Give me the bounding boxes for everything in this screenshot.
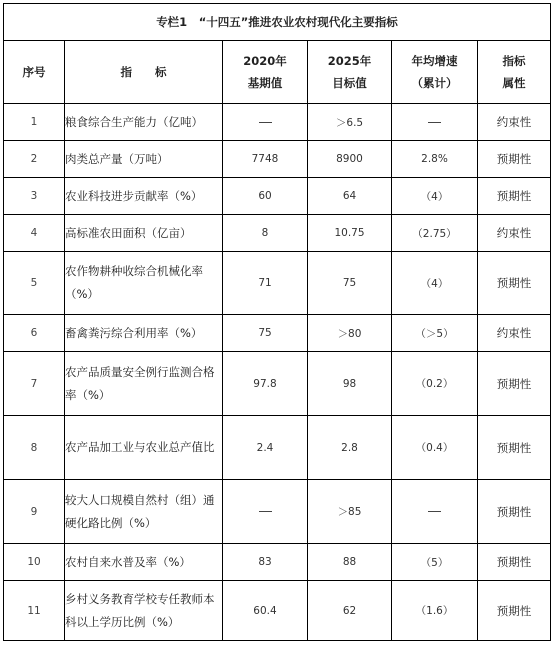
row-base-value <box>223 480 308 544</box>
header-target-label: 目标值 <box>332 76 367 90</box>
row-attribute: 约束性 <box>478 104 551 141</box>
row-target-value: 75 <box>308 252 392 315</box>
row-attribute: 预期性 <box>478 252 551 315</box>
row-base-value: 8 <box>223 215 308 252</box>
header-attribute-line1: 指标 <box>502 54 526 68</box>
row-base-value: 71 <box>223 252 308 315</box>
row-growth: （2.75） <box>392 215 478 252</box>
header-row <box>4 41 551 104</box>
header-attribute <box>478 41 551 104</box>
table-row <box>4 544 551 581</box>
row-target-value: ＞80 <box>308 315 392 352</box>
row-attribute: 预期性 <box>478 544 551 581</box>
header-target-value <box>308 41 392 104</box>
row-indicator-name: 农产品质量安全例行监测合格率（%） <box>65 352 223 416</box>
table-row <box>4 480 551 544</box>
header-indicator: 指 标 <box>65 41 223 104</box>
row-target-value: 62 <box>308 581 392 641</box>
dash-mark <box>428 511 441 512</box>
row-base-value: 2.4 <box>223 416 308 480</box>
row-indicator-name: 农作物耕种收综合机械化率（%） <box>65 252 223 315</box>
row-seq: 11 <box>4 581 65 641</box>
row-indicator-name: 较大人口规模自然村（组）通硬化路比例（%） <box>65 480 223 544</box>
row-target-value: 2.8 <box>308 416 392 480</box>
header-target-year: 2025年 <box>327 54 372 68</box>
table-row <box>4 581 551 641</box>
row-attribute: 预期性 <box>478 480 551 544</box>
row-base-value: 75 <box>223 315 308 352</box>
row-growth: （5） <box>392 544 478 581</box>
row-base-value: 60.4 <box>223 581 308 641</box>
header-base-label: 基期值 <box>247 76 283 90</box>
row-attribute: 约束性 <box>478 315 551 352</box>
row-growth: （4） <box>392 252 478 315</box>
row-growth <box>392 480 478 544</box>
row-indicator-name: 农业科技进步贡献率（%） <box>65 178 223 215</box>
header-growth-line2: （累计） <box>411 76 458 90</box>
header-growth <box>392 41 478 104</box>
row-growth: （1.6） <box>392 581 478 641</box>
row-base-value: 7748 <box>223 141 308 178</box>
row-indicator-name: 肉类总产量（万吨） <box>65 141 223 178</box>
row-indicator-name: 农产品加工业与农业总产值比 <box>65 416 223 480</box>
row-seq: 10 <box>4 544 65 581</box>
header-seq: 序号 <box>4 41 65 104</box>
row-target-value: 98 <box>308 352 392 416</box>
row-indicator-name: 畜禽粪污综合利用率（%） <box>65 315 223 352</box>
row-growth: 2.8% <box>392 141 478 178</box>
row-growth: （0.4） <box>392 416 478 480</box>
table-row <box>4 215 551 252</box>
row-indicator-name: 粮食综合生产能力（亿吨） <box>65 104 223 141</box>
table-row <box>4 178 551 215</box>
header-growth-line1: 年均增速 <box>411 54 458 68</box>
row-growth <box>392 104 478 141</box>
row-base-value: 97.8 <box>223 352 308 416</box>
table-row <box>4 104 551 141</box>
row-base-value <box>223 104 308 141</box>
indicators-table <box>3 3 551 641</box>
row-indicator-name: 乡村义务教育学校专任教师本科以上学历比例（%） <box>65 581 223 641</box>
header-base-year: 2020年 <box>243 54 287 68</box>
row-attribute: 预期性 <box>478 352 551 416</box>
row-growth: （0.2） <box>392 352 478 416</box>
dash-mark <box>428 122 441 123</box>
row-target-value: ＞85 <box>308 480 392 544</box>
row-attribute: 预期性 <box>478 581 551 641</box>
row-indicator-name: 农村自来水普及率（%） <box>65 544 223 581</box>
row-base-value: 83 <box>223 544 308 581</box>
title-row <box>4 4 551 41</box>
row-seq: 2 <box>4 141 65 178</box>
table-row <box>4 352 551 416</box>
row-attribute: 预期性 <box>478 178 551 215</box>
row-target-value: 8900 <box>308 141 392 178</box>
row-base-value: 60 <box>223 178 308 215</box>
table-row <box>4 315 551 352</box>
table-row <box>4 416 551 480</box>
row-attribute: 约束性 <box>478 215 551 252</box>
row-attribute: 预期性 <box>478 141 551 178</box>
table-row <box>4 252 551 315</box>
row-growth: （＞5） <box>392 315 478 352</box>
row-target-value: ＞6.5 <box>308 104 392 141</box>
row-target-value: 10.75 <box>308 215 392 252</box>
row-growth: （4） <box>392 178 478 215</box>
table-row <box>4 141 551 178</box>
row-indicator-name: 高标准农田面积（亿亩） <box>65 215 223 252</box>
table-title: 专栏1 “十四五”推进农业农村现代化主要指标 <box>4 4 551 41</box>
row-target-value: 88 <box>308 544 392 581</box>
header-attribute-line2: 属性 <box>502 76 526 90</box>
dash-mark <box>259 122 272 123</box>
row-attribute: 预期性 <box>478 416 551 480</box>
row-seq: 8 <box>4 416 65 480</box>
row-seq: 7 <box>4 352 65 416</box>
row-seq: 4 <box>4 215 65 252</box>
row-seq: 3 <box>4 178 65 215</box>
row-seq: 5 <box>4 252 65 315</box>
header-base-value <box>223 41 308 104</box>
row-seq: 9 <box>4 480 65 544</box>
row-seq: 6 <box>4 315 65 352</box>
row-seq: 1 <box>4 104 65 141</box>
row-target-value: 64 <box>308 178 392 215</box>
dash-mark <box>259 511 272 512</box>
